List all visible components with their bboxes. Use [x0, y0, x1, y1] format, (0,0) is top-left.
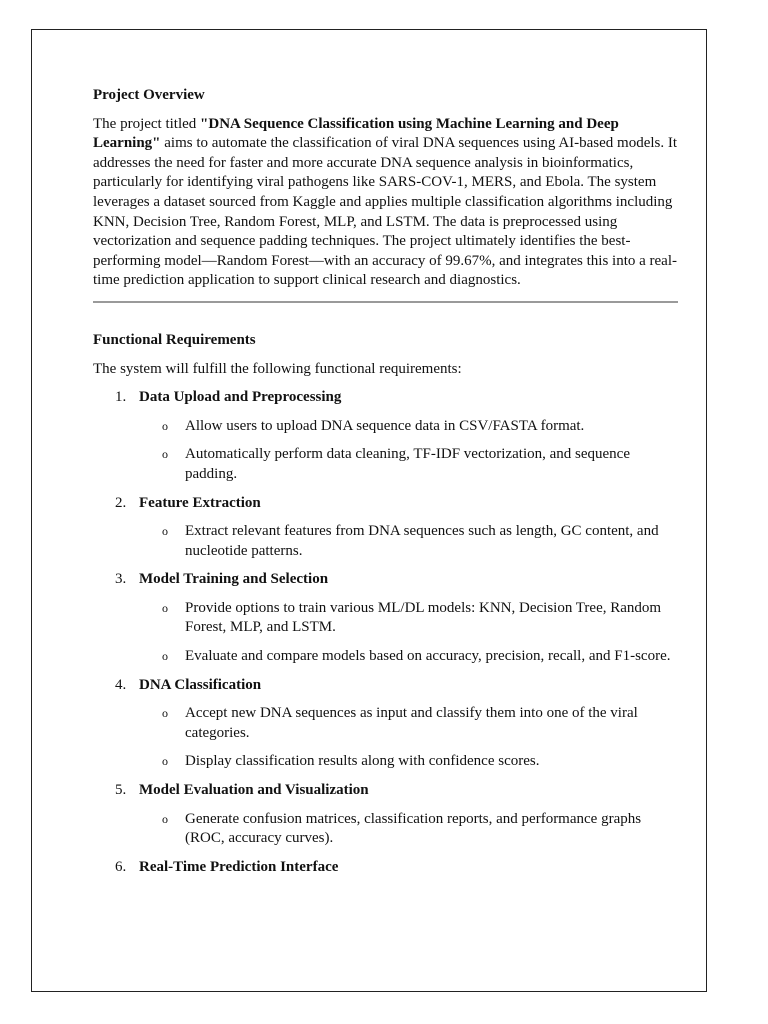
horizontal-rule	[93, 301, 678, 303]
document-body	[93, 86, 678, 886]
requirement-subitem	[139, 599, 678, 638]
requirement-sublist	[139, 599, 678, 667]
requirement-subitem-text: Evaluate and compare models based on accuracy, precision, recall, and F1-score.	[185, 648, 671, 665]
requirement-subitem	[139, 704, 678, 743]
requirement-subitem-text: Provide options to train various ML/DL models: KNN, Decision Tree, Random Forest, MLP, and LSTM.	[185, 599, 662, 636]
circle-bullet-icon: o	[162, 418, 168, 433]
requirement-number: 6.	[115, 858, 127, 875]
requirement-number: 5.	[115, 782, 127, 799]
requirement-title: Data Upload and Preprocessing	[139, 389, 342, 406]
requirement-item	[93, 781, 678, 849]
requirement-number: 1.	[115, 389, 127, 406]
requirement-sublist	[139, 417, 678, 485]
requirement-title: DNA Classification	[139, 676, 262, 693]
requirement-subitem	[139, 810, 678, 849]
circle-bullet-icon: o	[162, 754, 168, 769]
project-title: "DNA Sequence Classification using Machine Learning and Deep Learning"	[93, 115, 619, 152]
requirement-subitem-text: Automatically perform data cleaning, TF-IDF vectorization, and sequence padding.	[185, 446, 630, 482]
requirement-title: Model Training and Selection	[139, 571, 329, 588]
functional-heading: Functional Requirements	[93, 331, 256, 348]
requirement-subitem	[139, 417, 678, 437]
requirement-subitem-text: Display classification results along with confidence scores.	[185, 753, 540, 770]
requirement-subitem	[139, 445, 678, 484]
requirement-item	[93, 570, 678, 666]
requirement-sublist	[139, 522, 678, 561]
requirement-subitem-text: Accept new DNA sequences as input and classify them into one of the viral categories.	[185, 705, 638, 741]
requirement-sublist	[139, 704, 678, 772]
requirement-subitem-text: Generate confusion matrices, classification reports, and performance graphs (ROC, accuracy curves).	[185, 810, 642, 847]
requirement-subitem	[139, 647, 678, 667]
requirements-list	[93, 388, 678, 877]
circle-bullet-icon: o	[162, 600, 168, 615]
overview-paragraph	[93, 115, 678, 291]
requirement-title: Model Evaluation and Visualization	[139, 782, 369, 799]
requirement-item	[93, 676, 678, 772]
requirement-sublist	[139, 810, 678, 849]
requirement-subitem-text: Allow users to upload DNA sequence data in CSV/FASTA format.	[185, 417, 585, 434]
requirement-subitem	[139, 522, 678, 561]
overview-heading: Project Overview	[93, 87, 205, 103]
requirement-item	[93, 858, 678, 878]
overview-intro-before: The project titled	[93, 115, 201, 132]
circle-bullet-icon: o	[162, 706, 168, 721]
requirement-title: Feature Extraction	[139, 494, 261, 511]
requirement-title: Real-Time Prediction Interface	[139, 858, 339, 875]
requirement-item	[93, 494, 678, 562]
requirement-number: 4.	[115, 676, 127, 693]
requirement-subitem	[139, 752, 678, 772]
circle-bullet-icon: o	[162, 447, 168, 462]
requirement-number: 2.	[115, 494, 127, 511]
requirement-number: 3.	[115, 571, 127, 588]
circle-bullet-icon: o	[162, 524, 168, 539]
circle-bullet-icon: o	[162, 811, 168, 826]
circle-bullet-icon: o	[162, 649, 168, 664]
requirement-subitem-text: Extract relevant features from DNA sequences such as length, GC content, and nucleotide patterns.	[185, 523, 659, 559]
requirement-item	[93, 388, 678, 484]
overview-intro-after: aims to automate the classification of viral DNA sequences using AI-based models. It addresses the need for faster and more accurate DNA sequence analysis in bioinformatics, particularly for identifying viral pathogens like SARS-COV-1, MERS, and Ebola. The system leverages a dataset sourced from Kaggle and applies multiple classification algorithms including KNN, Decision Tree, Random Forest, MLP, and LSTM. The data is preprocessed using vectorization and sequence padding techniques. The project ultimately identifies the best-performing model—Random Forest—with an accuracy of 99.67%, and integrates this into a real-time prediction application to support clinical research and diagnostics.	[93, 135, 678, 289]
functional-intro: The system will fulfill the following functional requirements:	[93, 360, 462, 377]
